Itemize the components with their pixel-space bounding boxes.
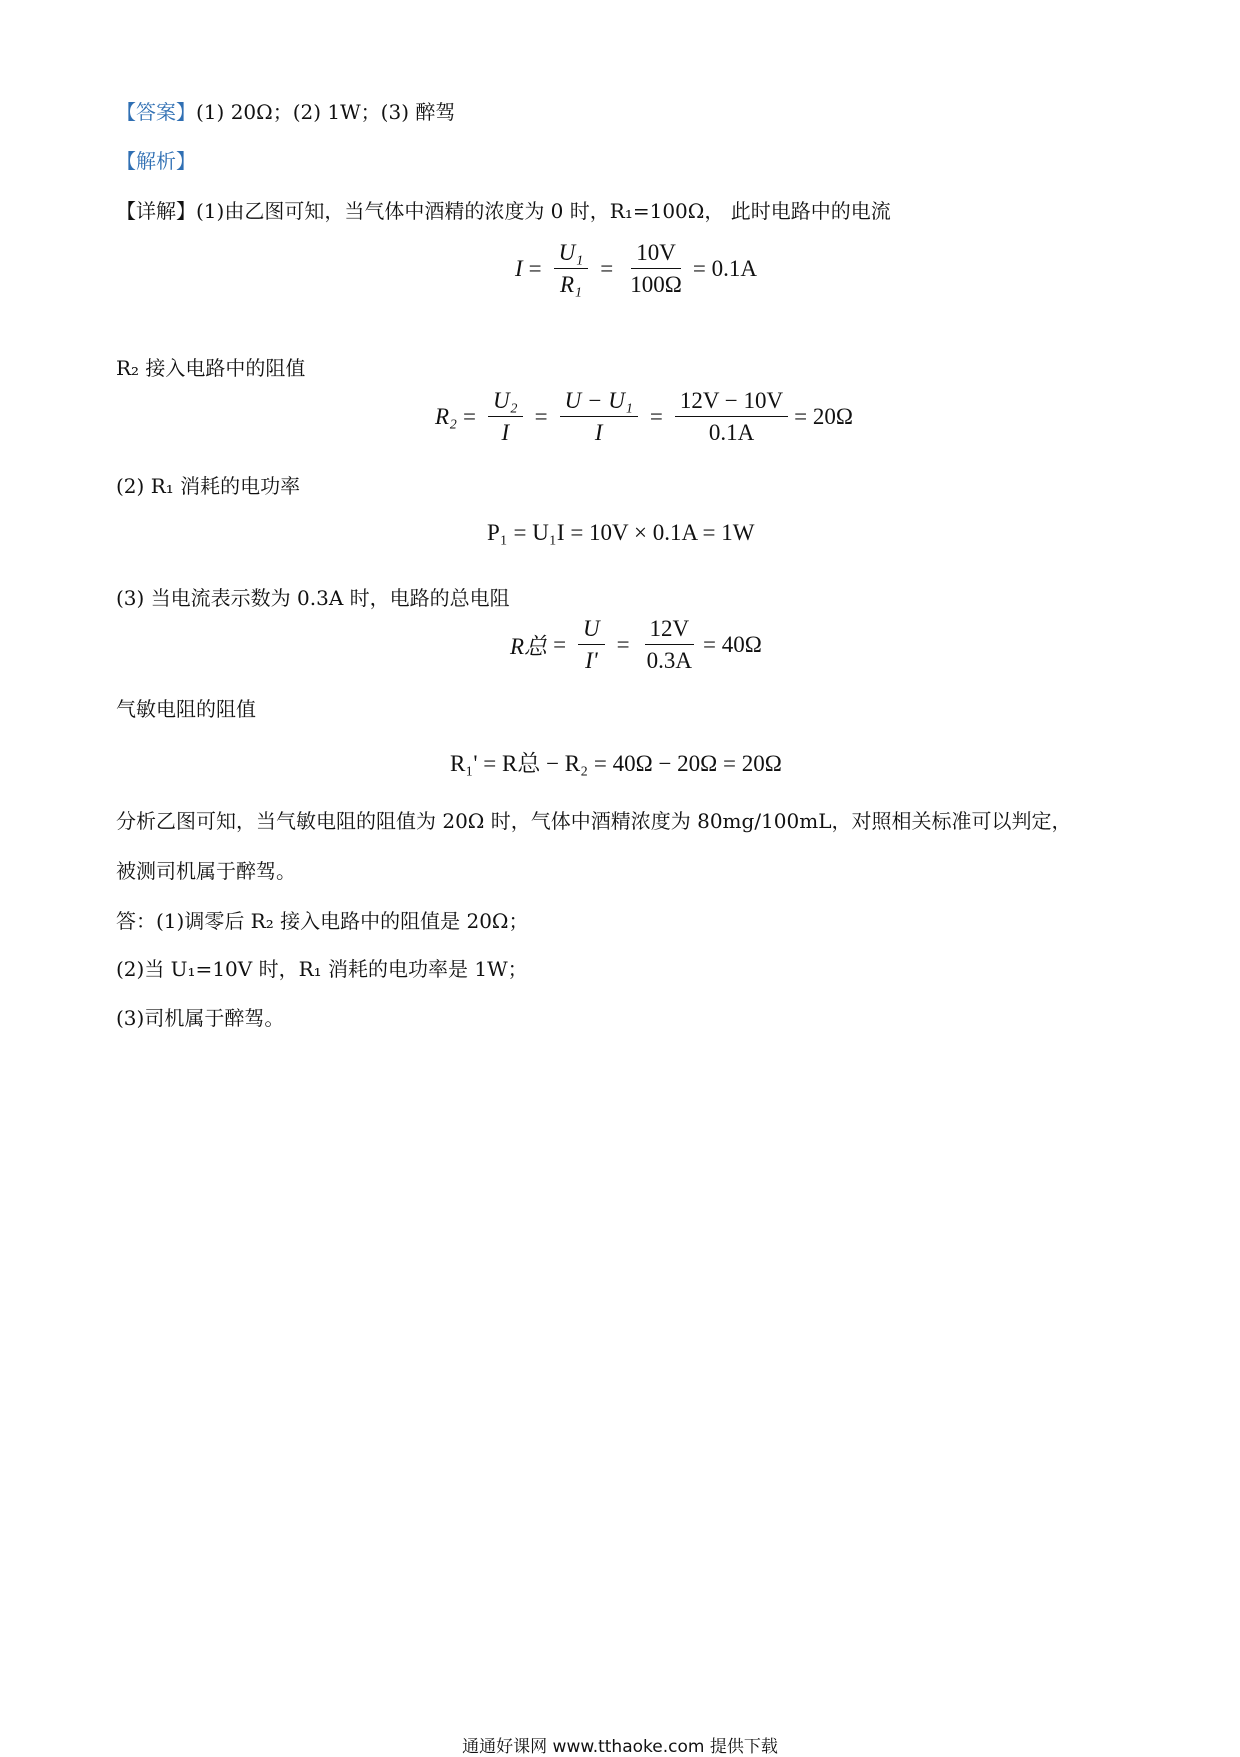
eq4-frac2-den: 0.3A [646,648,693,674]
text-q3: (3) 当电流表示数为 0.3A 时，电路的总电阻 [116,586,510,610]
text-analysis-2: 被测司机属于醉驾。 [116,859,296,883]
eq1-lhs: I [515,255,523,281]
eq1-frac1-den: R₁ [559,272,582,298]
text-r2-resistance: R₂ 接入电路中的阻值 [116,356,306,380]
equation-gas-resistance: R₁' = R总 − R₂ = 40Ω − 20Ω = 20Ω [450,751,782,776]
eq2-frac1 [488,388,523,446]
eq4-lhs: R总 [510,634,548,660]
text-p1-power: (2) R₁ 消耗的电功率 [116,474,301,498]
equation-current: I = $\frac{\text{U₁}}{\text{R₁}}$ = $\frac{10V}{100\Omega}$ = 0.1A [515,240,757,298]
analysis-tag: 【解析】 [116,149,196,173]
eq1-frac1 [554,240,589,298]
analysis-line [116,145,196,174]
equation-r2: R₂ = $\frac{\text{U₂}}{I}$ = $\frac{\text{U − U₁}}{I}$ = $\frac{12V - 10V}{0.1A}$ = 20Ω [435,388,853,446]
eq2-frac3 [675,388,788,446]
eq4-frac1-den: I' [585,648,598,674]
eq4-frac1-num: U [578,616,605,645]
eq4-rhs: = 40Ω [703,631,762,657]
eq1-frac2 [625,240,687,298]
answer-text: (1) 20Ω；(2) 1W；(3) 醉驾 [196,100,456,124]
eq2-frac1-num: U₂ [488,388,523,417]
detail-text: (1)由乙图可知，当气体中酒精的浓度为 0 时，R₁=100Ω， 此时电路中的电流 [196,199,891,223]
eq1-frac1-num: U₁ [554,240,589,269]
text-analysis-1: 分析乙图可知，当气敏电阻的阻值为 20Ω 时，气体中酒精浓度为 80mg/100mL，对照相关标准可以判定， [116,809,1072,833]
equation-total-resistance: R总 = $\frac{U}{I'}$ = $\frac{12V}{0.3A}$ = 40Ω [510,616,762,674]
eq1-frac2-num: 10V [631,240,681,269]
answer-summary-2: (2)当 U₁=10V 时，R₁ 消耗的电功率是 1W； [116,957,528,981]
eq2-frac1-den: I [501,420,510,446]
text-gas-sensor: 气敏电阻的阻值 [116,697,256,721]
equation-power: P₁ = U₁I = 10V × 0.1A = 1W [487,520,755,545]
detail-tag: 【详解】 [116,199,196,223]
eq4-frac1 [578,616,605,674]
eq2-frac2-den: I [594,420,603,446]
eq2-frac3-den: 0.1A [708,420,755,446]
eq2-frac2-num: U − U₁ [560,388,638,417]
answer-summary-1: 答：(1)调零后 R₂ 接入电路中的阻值是 20Ω； [116,909,529,933]
eq4-frac2 [642,616,697,674]
detail-line [116,195,891,224]
eq1-frac2-den: 100Ω [630,272,682,298]
eq2-frac2 [560,388,638,446]
answer-summary-3: (3)司机属于醉驾。 [116,1006,285,1030]
eq2-lhs: R₂ [435,403,458,429]
answer-tag: 【答案】 [116,100,196,124]
eq2-frac3-num: 12V − 10V [675,388,788,417]
eq4-frac2-num: 12V [645,616,695,645]
eq1-rhs: = 0.1A [692,255,757,281]
answer-line [116,96,455,125]
eq2-rhs: = 20Ω [794,403,853,429]
page-footer: 通通好课网 www.tthaoke.com 提供下载 [462,1737,778,1757]
